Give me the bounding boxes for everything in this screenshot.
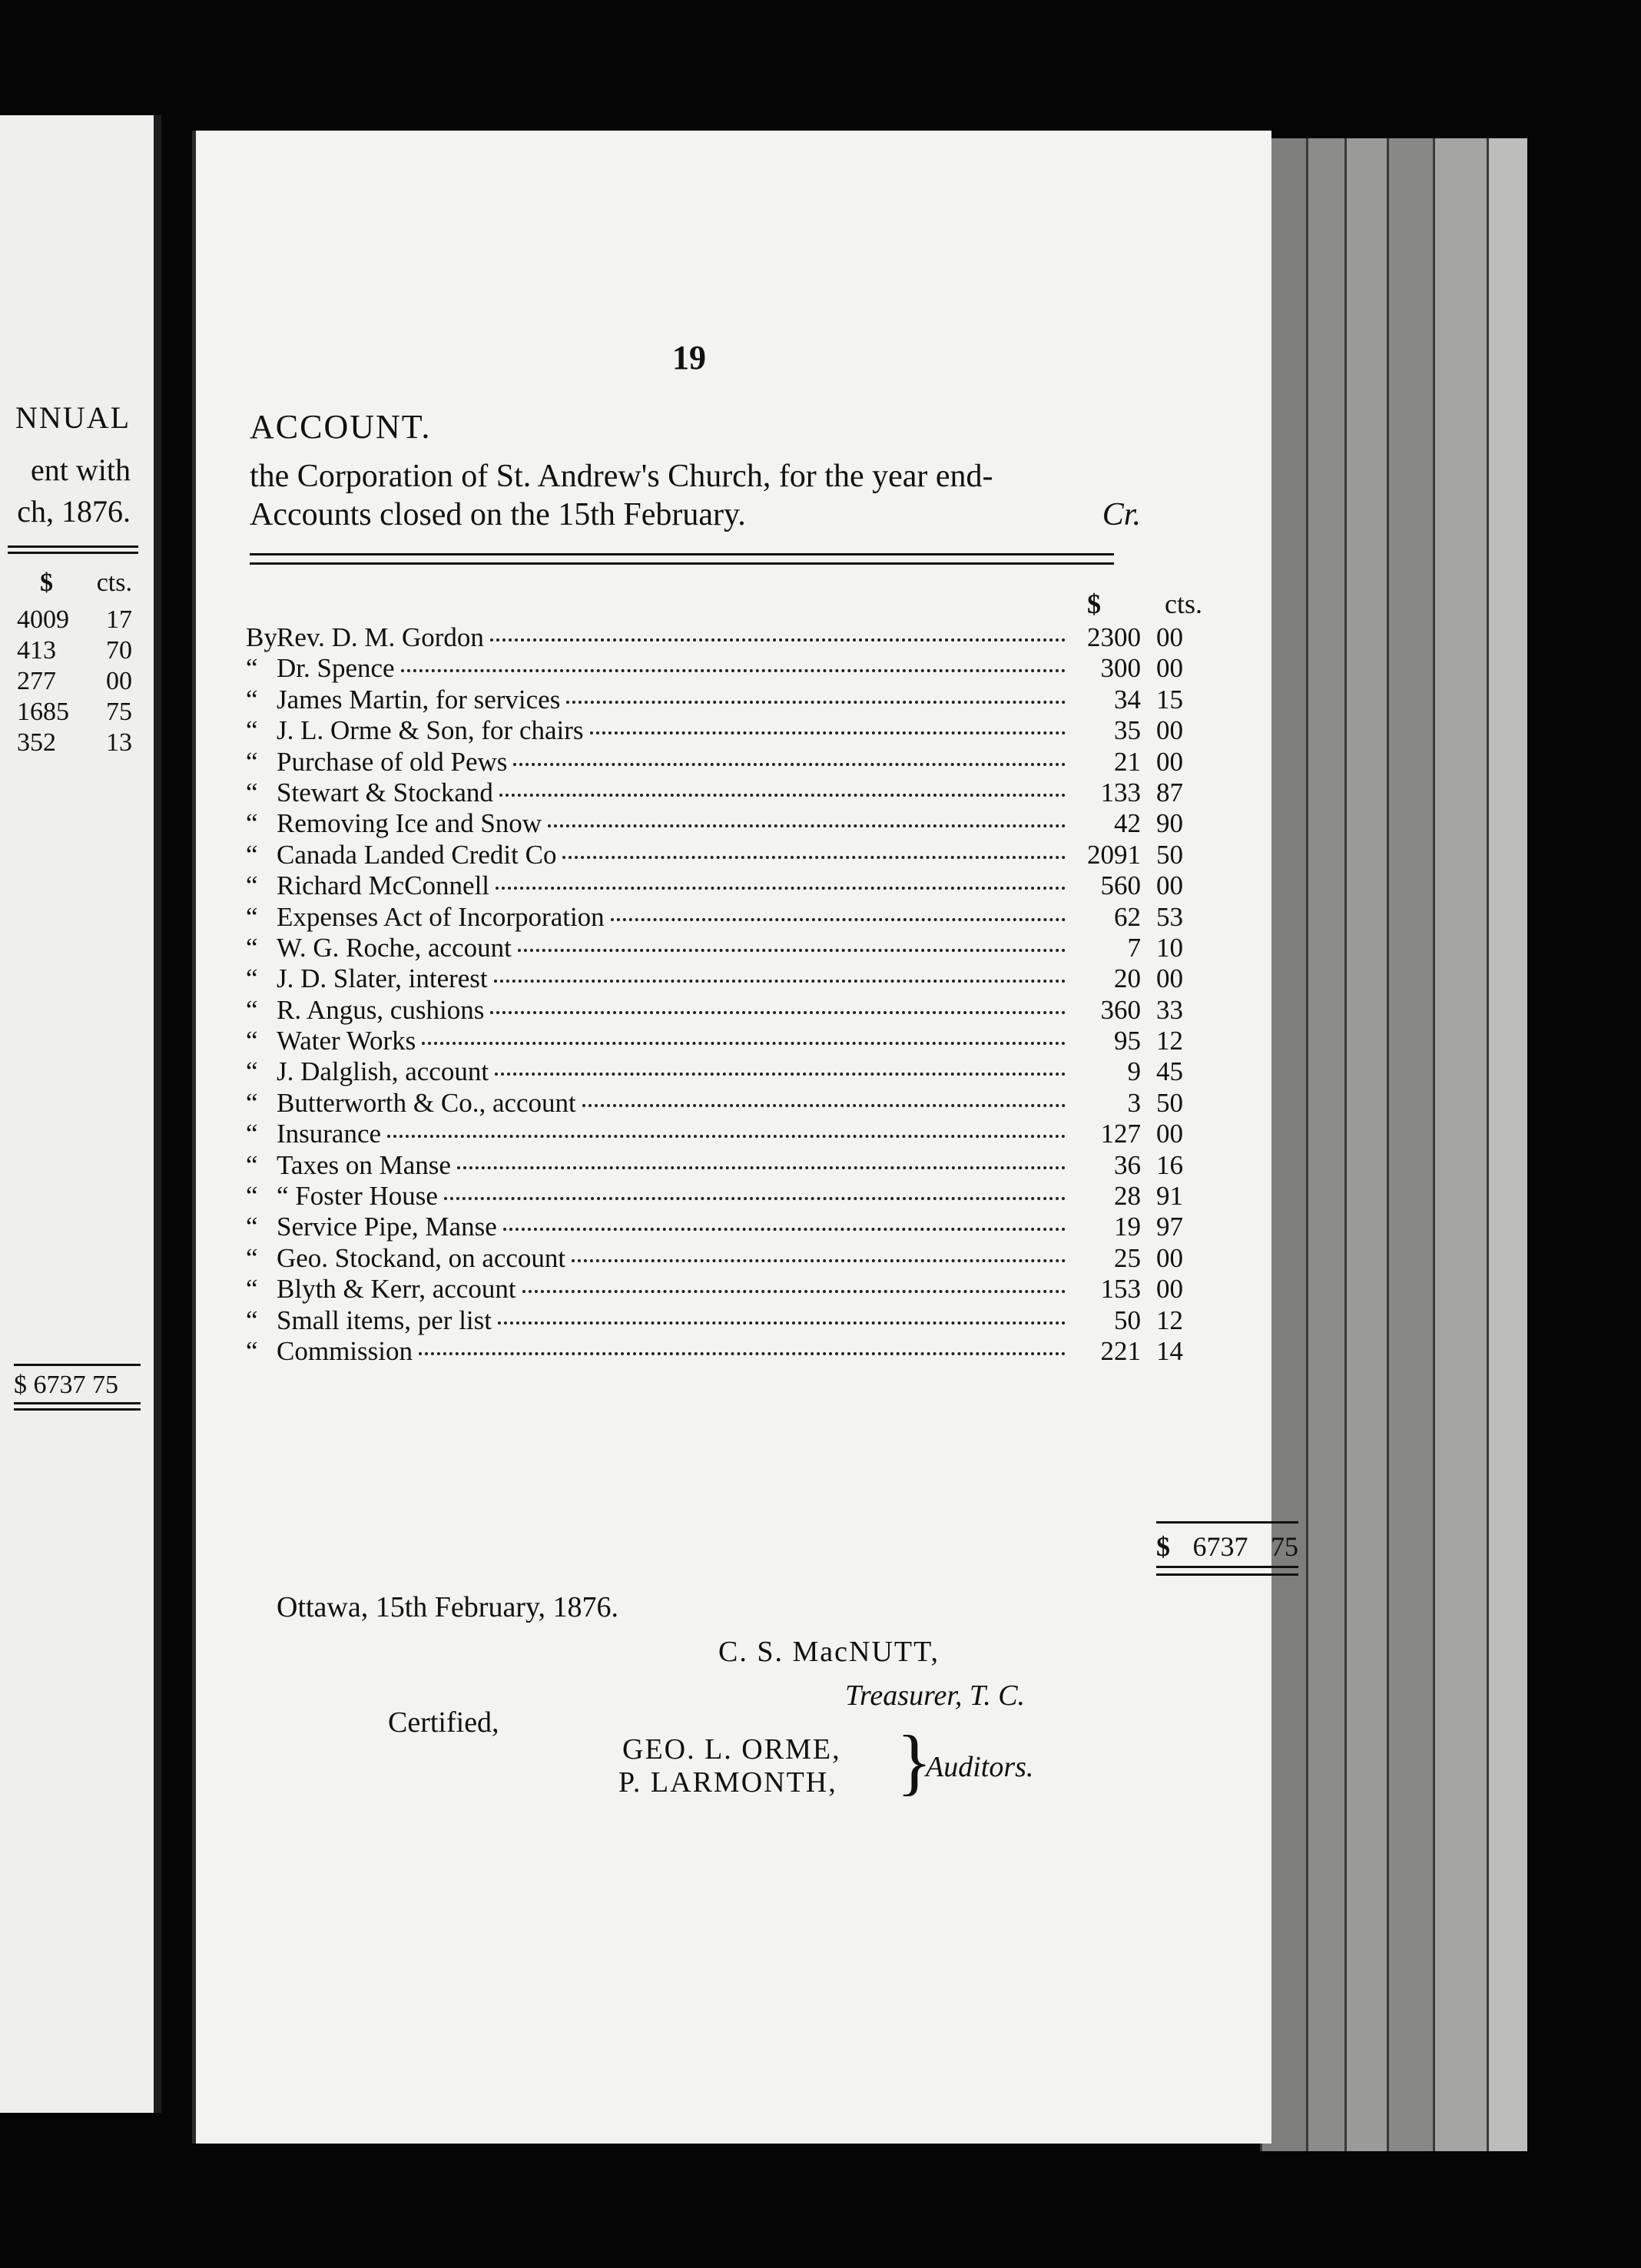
dot-leader bbox=[444, 1197, 1066, 1200]
left-page-row bbox=[17, 728, 132, 758]
auditor-1: GEO. L. ORME, bbox=[622, 1733, 841, 1766]
place-date: Ottawa, 15th February, 1876. bbox=[277, 1591, 618, 1623]
entry-description: Small items, per list bbox=[277, 1305, 492, 1335]
dot-leader bbox=[499, 794, 1066, 797]
account-entry bbox=[246, 1026, 1183, 1056]
page-edge bbox=[1433, 138, 1489, 2151]
previous-page-fragment bbox=[0, 115, 161, 2113]
entry-dollars: 20 bbox=[1114, 963, 1141, 994]
dot-leader bbox=[494, 980, 1066, 983]
entry-prefix: “ bbox=[246, 1087, 258, 1118]
entry-cents: 00 bbox=[1156, 1274, 1183, 1305]
dot-leader bbox=[518, 949, 1066, 952]
left-row-dollars: 352 bbox=[17, 728, 56, 757]
entry-prefix: “ bbox=[246, 963, 258, 994]
entry-prefix: “ bbox=[246, 994, 258, 1025]
entry-description: Blyth & Kerr, account bbox=[277, 1274, 516, 1305]
dot-leader bbox=[422, 1042, 1066, 1045]
account-entry bbox=[246, 902, 1183, 933]
entry-dollars: 560 bbox=[1100, 870, 1141, 901]
left-page-line-2: ch, 1876. bbox=[17, 494, 131, 529]
left-page-rule bbox=[8, 552, 138, 554]
heading-double-rule bbox=[250, 553, 1114, 565]
left-row-dollars: 413 bbox=[17, 636, 56, 665]
entry-cents: 12 bbox=[1156, 1305, 1183, 1335]
left-row-dollars: 1685 bbox=[17, 698, 69, 726]
account-entries bbox=[246, 622, 1183, 1367]
left-page-column-header bbox=[17, 569, 132, 598]
account-entry bbox=[246, 963, 1183, 994]
auditors-label: Auditors. bbox=[926, 1751, 1034, 1783]
entry-cents: 90 bbox=[1156, 808, 1183, 839]
entry-prefix: “ bbox=[246, 870, 258, 901]
dot-leader bbox=[498, 1321, 1066, 1325]
entry-prefix: “ bbox=[246, 901, 258, 932]
entry-description: Richard McConnell bbox=[277, 870, 490, 901]
page-edge bbox=[1344, 138, 1389, 2151]
entry-dollars: 3 bbox=[1127, 1087, 1141, 1118]
dot-leader bbox=[566, 701, 1066, 704]
page-number: 19 bbox=[672, 339, 706, 376]
entry-description: Removing Ice and Snow bbox=[277, 808, 542, 839]
entry-dollars: 28 bbox=[1114, 1181, 1141, 1212]
entry-dollars: 2091 bbox=[1087, 839, 1141, 870]
dot-leader bbox=[495, 1073, 1066, 1076]
account-total bbox=[1156, 1530, 1298, 1563]
entry-description: James Martin, for services bbox=[277, 684, 561, 715]
left-row-cents: 13 bbox=[106, 728, 132, 757]
account-entry bbox=[246, 1274, 1183, 1305]
entry-dollars: 360 bbox=[1100, 994, 1141, 1025]
entry-cents: 33 bbox=[1156, 994, 1183, 1025]
entry-dollars: 62 bbox=[1114, 901, 1141, 932]
total-dollar-sign: $ bbox=[1156, 1531, 1170, 1562]
total-double-rule bbox=[1156, 1566, 1298, 1576]
certified-label: Certified, bbox=[388, 1706, 499, 1739]
entry-prefix: By bbox=[246, 622, 277, 652]
account-entry bbox=[246, 715, 1183, 746]
auditors-brace: } bbox=[897, 1720, 933, 1802]
dollar-column-header: $ bbox=[1087, 589, 1101, 619]
account-entry bbox=[246, 1243, 1183, 1274]
account-entry bbox=[246, 870, 1183, 901]
page-edge bbox=[1387, 138, 1435, 2151]
entry-description: Rev. D. M. Gordon bbox=[277, 622, 484, 652]
entry-description: Taxes on Manse bbox=[277, 1149, 451, 1180]
dot-leader bbox=[496, 887, 1066, 890]
entry-dollars: 221 bbox=[1100, 1335, 1141, 1366]
subtitle-line-1: the Corporation of St. Andrew's Church, for the year end- bbox=[250, 459, 993, 494]
entry-prefix: “ bbox=[246, 1149, 258, 1180]
account-page bbox=[192, 131, 1298, 2144]
entry-description: Commission bbox=[277, 1335, 413, 1366]
dot-leader bbox=[490, 638, 1066, 642]
dot-leader bbox=[562, 856, 1066, 859]
entry-prefix: “ bbox=[246, 839, 258, 870]
entry-description: Service Pipe, Manse bbox=[277, 1212, 497, 1242]
column-header bbox=[1087, 588, 1202, 620]
subtitle-line-2-text: Accounts closed on the 15th February. bbox=[250, 497, 746, 532]
dot-leader bbox=[582, 1104, 1066, 1107]
left-page-row bbox=[17, 605, 132, 635]
left-page-heading: NNUAL bbox=[15, 400, 131, 435]
entry-description: Purchase of old Pews bbox=[277, 746, 508, 777]
dot-leader bbox=[572, 1259, 1066, 1262]
entry-cents: 45 bbox=[1156, 1056, 1183, 1087]
entry-cents: 00 bbox=[1156, 746, 1183, 777]
dot-leader bbox=[590, 731, 1066, 734]
account-entry bbox=[246, 1212, 1183, 1242]
entry-description: Canada Landed Credit Co bbox=[277, 839, 557, 870]
entry-prefix: “ bbox=[246, 1242, 258, 1273]
account-entry bbox=[246, 995, 1183, 1026]
entry-description: Water Works bbox=[277, 1026, 416, 1056]
entry-dollars: 300 bbox=[1100, 653, 1141, 684]
account-entry bbox=[246, 1056, 1183, 1087]
entry-prefix: “ bbox=[246, 777, 258, 807]
entry-cents: 91 bbox=[1156, 1181, 1183, 1212]
left-page-row bbox=[17, 698, 132, 727]
account-entry bbox=[246, 808, 1183, 839]
dot-leader bbox=[457, 1166, 1066, 1169]
dot-leader bbox=[401, 669, 1066, 672]
total-cents: 75 bbox=[1271, 1531, 1298, 1562]
entry-prefix: “ bbox=[246, 1119, 258, 1149]
entry-prefix: “ bbox=[246, 1212, 258, 1242]
entry-cents: 14 bbox=[1156, 1335, 1183, 1366]
entry-prefix: “ bbox=[246, 1181, 258, 1212]
page-edge bbox=[1487, 138, 1527, 2151]
account-entry bbox=[246, 1181, 1183, 1212]
entry-description: Stewart & Stockand bbox=[277, 777, 493, 807]
entry-cents: 97 bbox=[1156, 1212, 1183, 1242]
entry-prefix: “ bbox=[246, 1335, 258, 1366]
dot-leader bbox=[490, 1011, 1066, 1014]
dot-leader bbox=[522, 1290, 1066, 1293]
entry-cents: 15 bbox=[1156, 684, 1183, 715]
account-entry bbox=[246, 622, 1183, 653]
entry-prefix: “ bbox=[246, 1026, 258, 1056]
entry-prefix: “ bbox=[246, 653, 258, 684]
total-rule bbox=[1156, 1521, 1298, 1524]
entry-cents: 16 bbox=[1156, 1149, 1183, 1180]
entry-dollars: 35 bbox=[1114, 715, 1141, 746]
entry-cents: 50 bbox=[1156, 839, 1183, 870]
account-entry bbox=[246, 1305, 1183, 1336]
entry-dollars: 9 bbox=[1127, 1056, 1141, 1087]
entry-cents: 00 bbox=[1156, 1242, 1183, 1273]
left-dollar-header: $ bbox=[40, 569, 53, 597]
entry-dollars: 25 bbox=[1114, 1242, 1141, 1273]
entry-prefix: “ bbox=[246, 746, 258, 777]
left-row-cents: 17 bbox=[106, 605, 132, 634]
entry-prefix: “ bbox=[246, 1274, 258, 1305]
entry-cents: 50 bbox=[1156, 1087, 1183, 1118]
left-row-cents: 75 bbox=[106, 698, 132, 726]
left-page-rule bbox=[14, 1408, 141, 1411]
entry-dollars: 133 bbox=[1100, 777, 1141, 807]
entry-dollars: 2300 bbox=[1087, 622, 1141, 652]
left-row-cents: 00 bbox=[106, 667, 132, 695]
left-cents-header: cts. bbox=[96, 569, 132, 597]
account-entry bbox=[246, 1336, 1183, 1367]
left-page-row bbox=[17, 636, 132, 665]
entry-cents: 00 bbox=[1156, 870, 1183, 901]
dot-leader bbox=[611, 918, 1066, 921]
account-entry bbox=[246, 747, 1183, 778]
entry-dollars: 153 bbox=[1100, 1274, 1141, 1305]
account-entry bbox=[246, 685, 1183, 715]
entry-cents: 87 bbox=[1156, 777, 1183, 807]
account-entry bbox=[246, 1150, 1183, 1181]
entry-dollars: 50 bbox=[1114, 1305, 1141, 1335]
entry-dollars: 19 bbox=[1114, 1212, 1141, 1242]
entry-description: R. Angus, cushions bbox=[277, 994, 485, 1025]
entry-description: Insurance bbox=[277, 1119, 382, 1149]
account-entry bbox=[246, 1088, 1183, 1119]
left-row-dollars: 4009 bbox=[17, 605, 69, 634]
dot-leader bbox=[503, 1228, 1066, 1231]
entry-dollars: 95 bbox=[1114, 1026, 1141, 1056]
entry-prefix: “ bbox=[246, 1056, 258, 1087]
entry-dollars: 7 bbox=[1127, 932, 1141, 963]
page-edge bbox=[1306, 138, 1347, 2151]
page-stack-edges bbox=[1260, 138, 1537, 2151]
entry-dollars: 34 bbox=[1114, 684, 1141, 715]
cents-column-header: cts. bbox=[1165, 589, 1202, 619]
entry-dollars: 127 bbox=[1100, 1119, 1141, 1149]
total-dollars: 6737 bbox=[1192, 1531, 1248, 1562]
entry-description: “ Foster House bbox=[277, 1181, 438, 1212]
dot-leader bbox=[513, 763, 1066, 766]
entry-description: J. Dalglish, account bbox=[277, 1056, 489, 1087]
entry-cents: 00 bbox=[1156, 715, 1183, 746]
entry-description: Dr. Spence bbox=[277, 653, 395, 684]
left-page-total: $ 6737 75 bbox=[14, 1364, 141, 1400]
left-page-rule bbox=[8, 545, 138, 548]
account-entry bbox=[246, 778, 1183, 808]
entry-cents: 10 bbox=[1156, 932, 1183, 963]
entry-cents: 00 bbox=[1156, 622, 1183, 652]
page-subtitle bbox=[250, 457, 1141, 534]
entry-cents: 00 bbox=[1156, 1119, 1183, 1149]
left-page-rule bbox=[14, 1402, 141, 1404]
left-row-cents: 70 bbox=[106, 636, 132, 665]
entry-cents: 12 bbox=[1156, 1026, 1183, 1056]
entry-prefix: “ bbox=[246, 808, 258, 839]
entry-description: Geo. Stockand, on account bbox=[277, 1242, 566, 1273]
left-page-row bbox=[17, 667, 132, 696]
account-entry bbox=[246, 933, 1183, 963]
account-entry bbox=[246, 840, 1183, 870]
auditor-2: P. LARMONTH, bbox=[618, 1766, 837, 1799]
dot-leader bbox=[387, 1135, 1066, 1138]
entry-description: W. G. Roche, account bbox=[277, 932, 512, 963]
entry-prefix: “ bbox=[246, 684, 258, 715]
entry-cents: 53 bbox=[1156, 901, 1183, 932]
credit-label: Cr. bbox=[1102, 497, 1141, 532]
entry-description: Butterworth & Co., account bbox=[277, 1087, 576, 1118]
treasurer-title: Treasurer, T. C. bbox=[845, 1679, 1026, 1712]
left-row-dollars: 277 bbox=[17, 667, 56, 695]
entry-description: J. L. Orme & Son, for chairs bbox=[277, 715, 584, 746]
entry-prefix: “ bbox=[246, 1305, 258, 1335]
left-page-line-1: ent with bbox=[31, 453, 131, 487]
dot-leader bbox=[548, 824, 1066, 827]
entry-cents: 00 bbox=[1156, 653, 1183, 684]
entry-description: J. D. Slater, interest bbox=[277, 963, 488, 994]
entry-dollars: 36 bbox=[1114, 1149, 1141, 1180]
entry-description: Expenses Act of Incorporation bbox=[277, 901, 605, 932]
entry-dollars: 21 bbox=[1114, 746, 1141, 777]
treasurer-name: C. S. MacNUTT, bbox=[718, 1636, 940, 1668]
subtitle-line-2 bbox=[250, 496, 1141, 534]
page-heading: ACCOUNT. bbox=[250, 408, 432, 446]
account-entry bbox=[246, 1119, 1183, 1149]
entry-cents: 00 bbox=[1156, 963, 1183, 994]
entry-dollars: 42 bbox=[1114, 808, 1141, 839]
entry-prefix: “ bbox=[246, 932, 258, 963]
account-entry bbox=[246, 653, 1183, 684]
dot-leader bbox=[419, 1352, 1066, 1355]
entry-prefix: “ bbox=[246, 715, 258, 746]
